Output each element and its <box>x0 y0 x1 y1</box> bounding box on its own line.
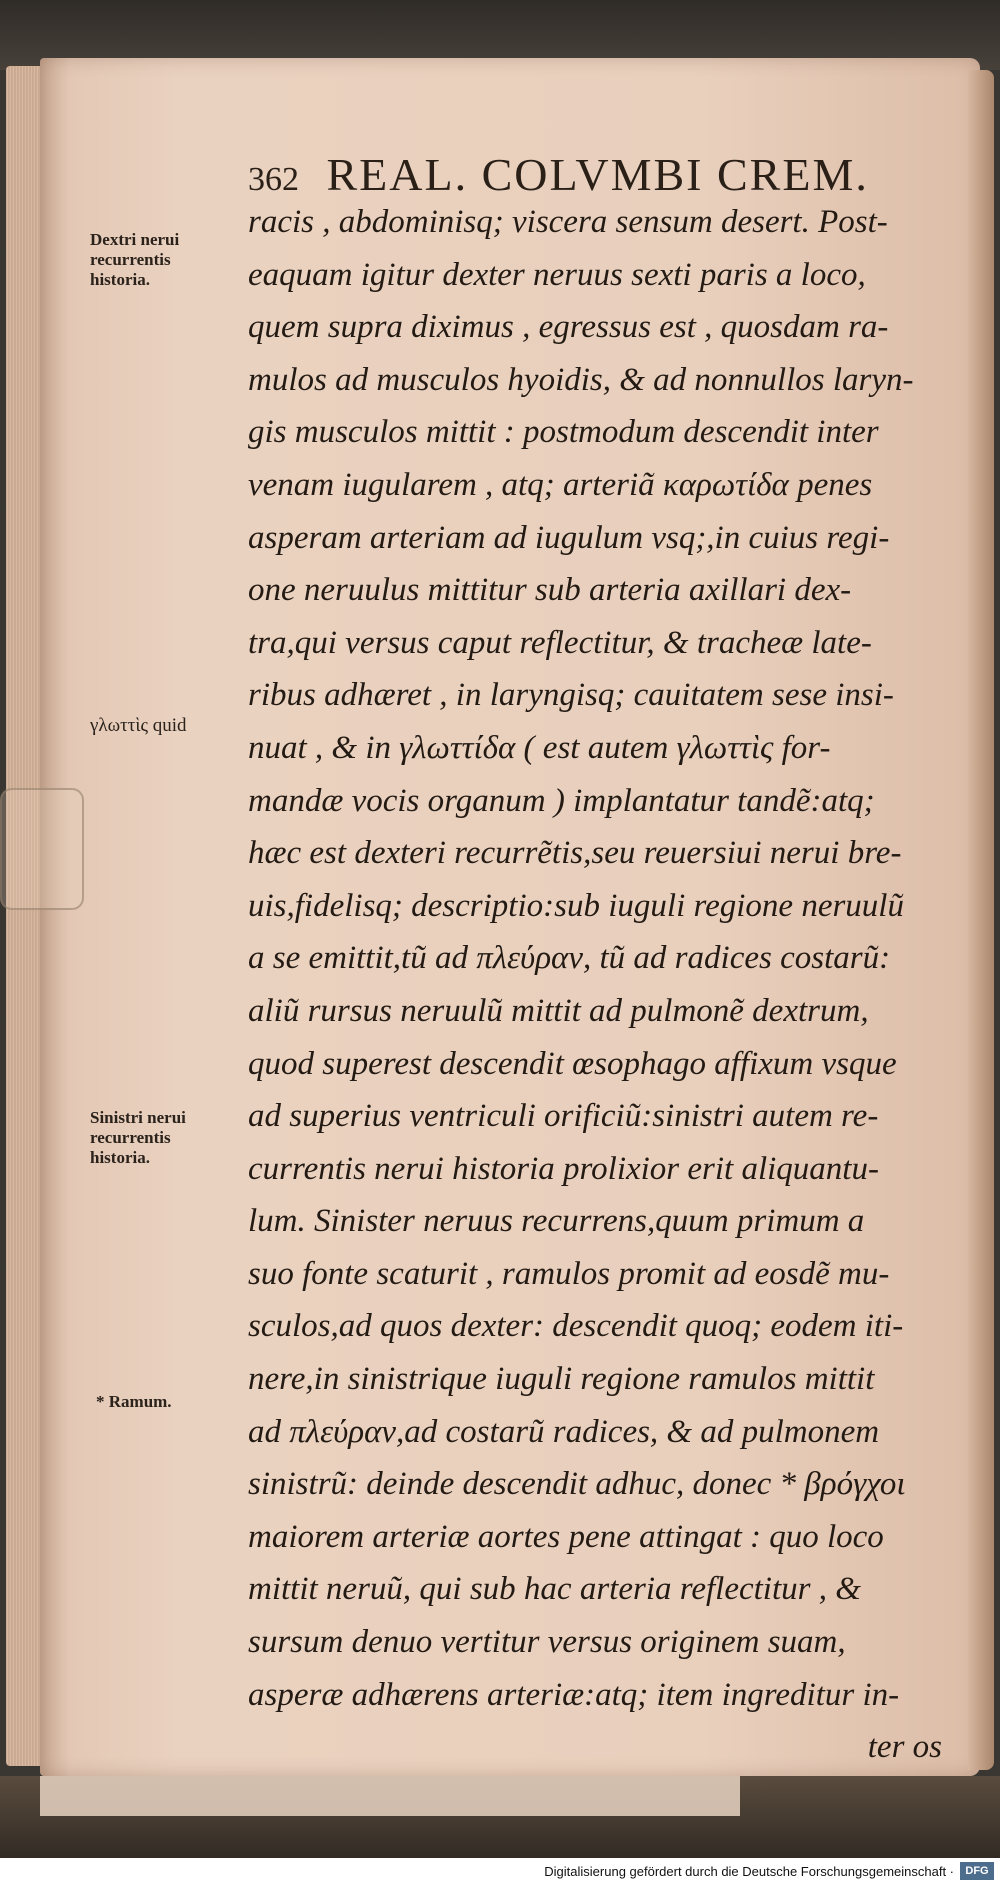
text-line: aliũ rursus neruulũ mittit ad pulmonẽ dextrum, <box>248 992 869 1029</box>
margin-note-sinistri <box>90 1108 240 1168</box>
text-line: sursum denuo vertitur versus originem suam, <box>248 1624 846 1661</box>
text-line: maiorem arteriæ aortes pene attingat : quo loco <box>248 1518 884 1555</box>
text-line: lum. Sinister neruus recurrens,quum primum a <box>248 1203 865 1240</box>
text-line: nere,in sinistrique iuguli regione ramulos mittit <box>248 1361 875 1398</box>
running-head <box>248 148 888 201</box>
margin-note-line: Dextri nerui <box>90 230 180 249</box>
text-line: ribus adhæret , in laryngisq; cauitatem sese insi- <box>248 677 894 714</box>
margin-note-dextri <box>90 230 240 290</box>
footer-bar <box>0 1858 1000 1885</box>
text-line: sculos,ad quos dexter: descendit quoq; eodem iti- <box>248 1308 904 1345</box>
margin-note-line: recurrentis <box>90 1128 171 1147</box>
margin-note-line: historia. <box>90 1148 150 1167</box>
text-line: ad superius ventriculi orificiũ:sinistri autem re- <box>248 1098 879 1135</box>
text-line: one neruulus mittitur sub arteria axillari dex- <box>248 572 852 609</box>
margin-note-line: recurrentis <box>90 250 171 269</box>
page-clip <box>0 788 84 910</box>
text-line: mittit neruũ, qui sub hac arteria reflectitur , & <box>248 1571 861 1608</box>
dfg-logo[interactable]: DFG <box>960 1862 994 1880</box>
text-line: uis,fidelisq; descriptio:sub iuguli regione neruulũ <box>248 887 904 924</box>
text-line: venam iugularem , atq; arteriã καρωτίδα penes <box>248 466 873 503</box>
footer-credit: Digitalisierung gefördert durch die Deutsche Forschungsgemeinschaft · <box>544 1864 954 1879</box>
text-line: nuat , & in γλωττίδα ( est autem γλωττὶς for- <box>248 729 831 766</box>
text-line: mandæ vocis organum ) implantatur tandẽ:atq; <box>248 782 875 819</box>
catchword: ter os <box>867 1729 942 1766</box>
text-line: quod superest descendit œsophago affixum vsque <box>248 1045 897 1082</box>
text-line: asperæ adhærens arteriæ:atq; item ingreditur in- <box>248 1676 900 1713</box>
text-line: sinistrũ: deinde descendit adhuc, donec * βρόγχοι <box>248 1466 906 1503</box>
text-line: a se emittit,tũ ad πλεύραν, tũ ad radices costarũ: <box>248 940 891 977</box>
text-line: eaquam igitur dexter neruus sexti paris a loco, <box>248 256 866 293</box>
text-line: quem supra diximus , egressus est , quosdam ra- <box>248 309 889 346</box>
body-text <box>248 196 948 1774</box>
text-line: tra,qui versus caput reflectitur, & tracheæ late- <box>248 624 872 661</box>
margin-note-ramum: * Ramum. <box>96 1392 172 1411</box>
text-line: ad πλεύραν,ad costarũ radices, & ad pulmonem <box>248 1413 880 1450</box>
book-binding <box>0 1776 1000 1866</box>
text-line: hæc est dexteri recurrẽtis,seu reuersiui nerui bre- <box>248 835 902 872</box>
margin-note-glottis: γλωττὶς quid <box>90 715 187 736</box>
text-line: racis , abdominisq; viscera sensum desert. Post- <box>248 204 888 240</box>
page-right-edge <box>968 70 994 1770</box>
margin-note-line: historia. <box>90 270 150 289</box>
text-line: mulos ad musculos hyoidis, & ad nonnullos laryn- <box>248 361 914 398</box>
text-line: gis musculos mittit : postmodum descendit inter <box>248 414 879 451</box>
text-line: suo fonte scaturit , ramulos promit ad eosdẽ mu- <box>248 1255 890 1292</box>
text-line: currentis nerui historia prolixior erit aliquantu- <box>248 1150 879 1187</box>
text-line: asperam arteriam ad iugulum vsq;,in cuius regi- <box>248 519 890 556</box>
running-title: REAL. COLVMBI CREM. <box>326 149 869 200</box>
page-bottom-edge <box>40 1776 740 1816</box>
page-number: 362 <box>248 161 299 198</box>
margin-note-line: Sinistri nerui <box>90 1108 186 1127</box>
